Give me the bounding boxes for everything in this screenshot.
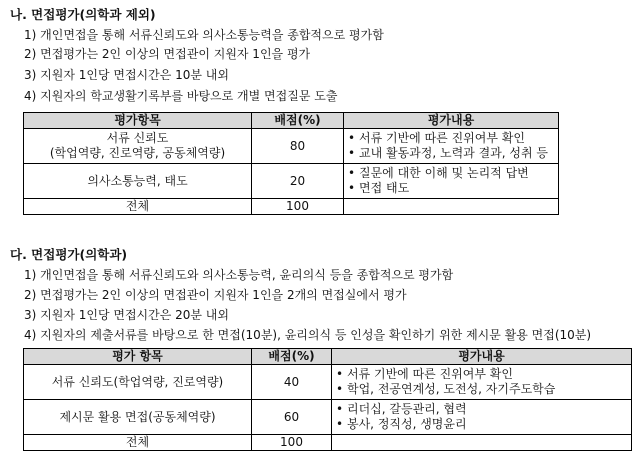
table-cell	[344, 164, 559, 199]
column-header: 평가항목	[24, 113, 252, 129]
content-bullet: • 질문에 대한 이해 및 논리적 답변	[348, 166, 554, 181]
table-cell	[344, 129, 559, 164]
score-cell: 20	[252, 164, 344, 199]
list-item: 1) 개인면접을 통해 서류신뢰도와 의사소통능력을 종합적으로 평가함	[24, 28, 384, 42]
total-score: 100	[252, 435, 332, 451]
content-bullet: • 면접 태도	[348, 181, 554, 196]
table-cell	[332, 365, 632, 400]
item-name: 서류 신뢰도	[106, 131, 169, 145]
table-total-row	[24, 199, 559, 215]
content-bullet: • 서류 기반에 따른 진위여부 확인	[336, 367, 627, 382]
section-heading: 다. 면접평가(의학과)	[10, 247, 128, 262]
list-item: 2) 면접평가는 2인 이상의 면접관이 지원자 1인을 평가	[24, 47, 311, 61]
table-row	[24, 164, 559, 199]
table-cell	[24, 129, 252, 164]
content-bullet: • 봉사, 정직성, 생명윤리	[336, 417, 627, 432]
list-item: 4) 지원자의 제출서류를 바탕으로 한 면접(10분), 윤리의식 등 인성을 확인하기 위한 제시문 활용 면접(10분)	[24, 328, 592, 342]
section-heading: 나. 면접평가(의학과 제외)	[10, 7, 156, 22]
table-row	[24, 365, 632, 400]
empty-cell	[332, 435, 632, 451]
list-item: 2) 면접평가는 2인 이상의 면접관이 지원자 1인을 2개의 면접실에서 평가	[24, 288, 407, 302]
evaluation-table	[23, 112, 559, 215]
list-item: 3) 지원자 1인당 면접시간은 20분 내외	[24, 308, 229, 322]
item-name: 의사소통능력, 태도	[24, 164, 252, 199]
total-label: 전체	[24, 435, 252, 451]
table-header-row	[24, 349, 632, 365]
empty-cell	[344, 199, 559, 215]
column-header: 평가내용	[332, 349, 632, 365]
column-header: 배점(%)	[252, 349, 332, 365]
score-cell: 40	[252, 365, 332, 400]
content-bullet: • 학업, 전공연계성, 도전성, 자기주도학습	[336, 382, 627, 397]
item-name: 제시문 활용 면접(공동체역량)	[24, 400, 252, 435]
total-label: 전체	[24, 199, 252, 215]
list-item: 1) 개인면접을 통해 서류신뢰도와 의사소통능력, 윤리의식 등을 종합적으로 평가함	[24, 268, 454, 282]
table-total-row	[24, 435, 632, 451]
evaluation-table	[23, 348, 632, 451]
item-name: 서류 신뢰도(학업역량, 진로역량)	[24, 365, 252, 400]
score-cell: 80	[252, 129, 344, 164]
column-header: 평가 항목	[24, 349, 252, 365]
column-header: 배점(%)	[252, 113, 344, 129]
table-cell	[332, 400, 632, 435]
content-bullet: • 서류 기반에 따른 진위여부 확인	[348, 131, 554, 146]
table-row	[24, 129, 559, 164]
score-cell: 60	[252, 400, 332, 435]
list-item: 4) 지원자의 학교생활기록부를 바탕으로 개별 면접질문 도출	[24, 89, 338, 103]
item-detail: (학업역량, 진로역량, 공동체역량)	[49, 146, 226, 160]
table-header-row	[24, 113, 559, 129]
list-item: 3) 지원자 1인당 면접시간은 10분 내외	[24, 68, 229, 82]
table-row	[24, 400, 632, 435]
column-header: 평가내용	[344, 113, 559, 129]
total-score: 100	[252, 199, 344, 215]
content-bullet: • 교내 활동과정, 노력과 결과, 성취 등	[348, 146, 554, 161]
content-bullet: • 리더십, 갈등관리, 협력	[336, 402, 627, 417]
